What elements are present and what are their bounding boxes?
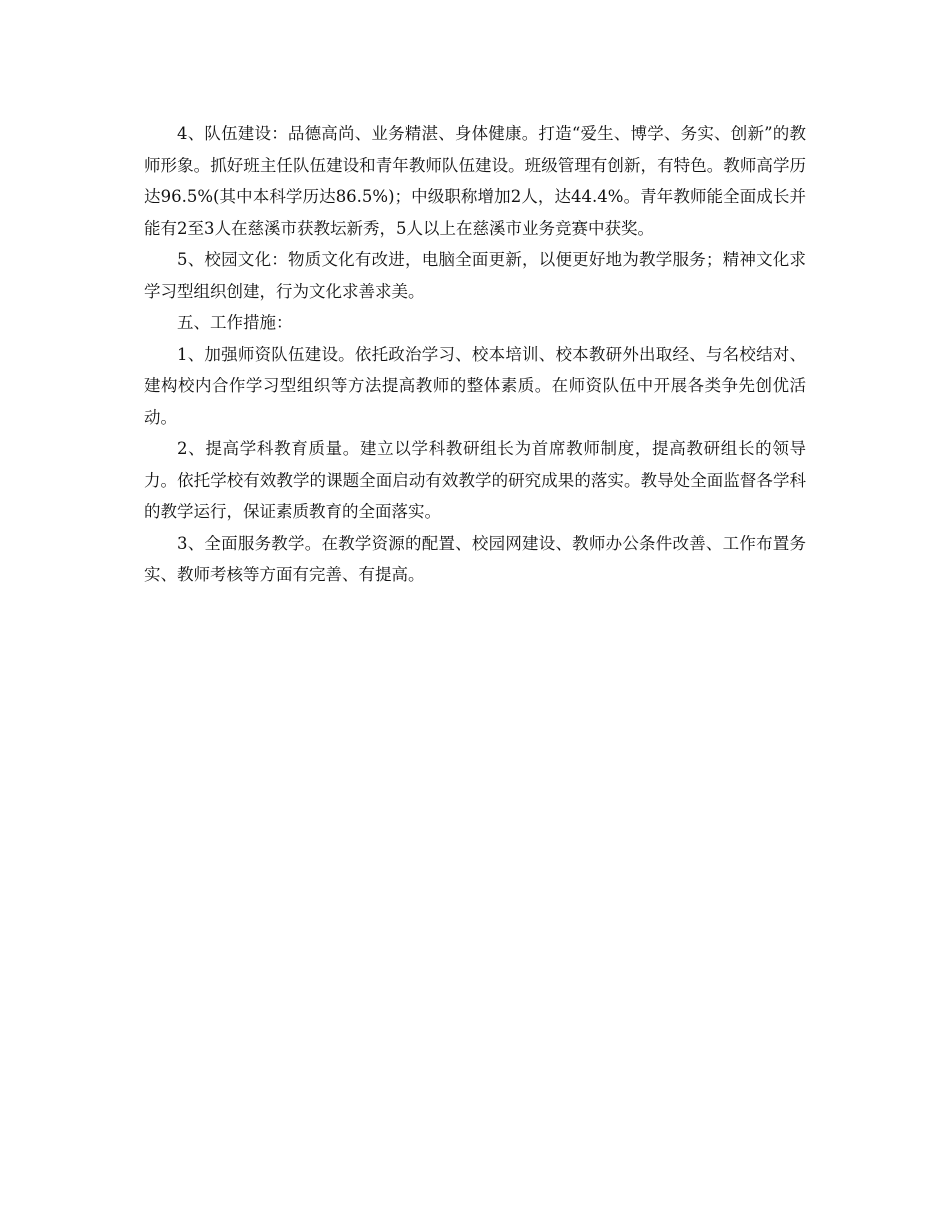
paragraph-campus-culture: 5、校园文化：物质文化有改进，电脑全面更新，以便更好地为教学服务；精神文化求学习型组织创建，行为文化求善求美。 xyxy=(144,250,806,301)
paragraph-measure-1: 1、加强师资队伍建设。依托政治学习、校本培训、校本教研外出取经、与名校结对、建构校内合作学习型组织等方法提高教师的整体素质。在师资队伍中开展各类争先创优活动。 xyxy=(144,344,806,427)
paragraph-measure-3: 3、全面服务教学。在教学资源的配置、校园网建设、教师办公条件改善、工作布置务实、教师考核等方面有完善、有提高。 xyxy=(144,533,806,584)
paragraph-team-building: 4、队伍建设：品德高尚、业务精湛、身体健康。打造“爱生、博学、务实、创新”的教师形象。抓好班主任队伍建设和青年教师队伍建设。班级管理有创新，有特色。教师高学历达96.5%(其中本科学历达86.5%)；中级职称增加2人，达44.4%。青年教师能全面成长并能有2至3人在慈溪市获教坛新秀，5人以上在慈溪市业务竞赛中获奖。 xyxy=(144,124,806,238)
document-body xyxy=(144,118,806,591)
paragraph-measure-2: 2、提高学科教育质量。建立以学科教研组长为首席教师制度，提高教研组长的领导力。依托学校有效教学的课题全面启动有效教学的研究成果的落实。教导处全面监督各学科的教学运行，保证素质教育的全面落实。 xyxy=(144,439,806,521)
section-heading-work-measures: 五、工作措施： xyxy=(177,313,293,332)
